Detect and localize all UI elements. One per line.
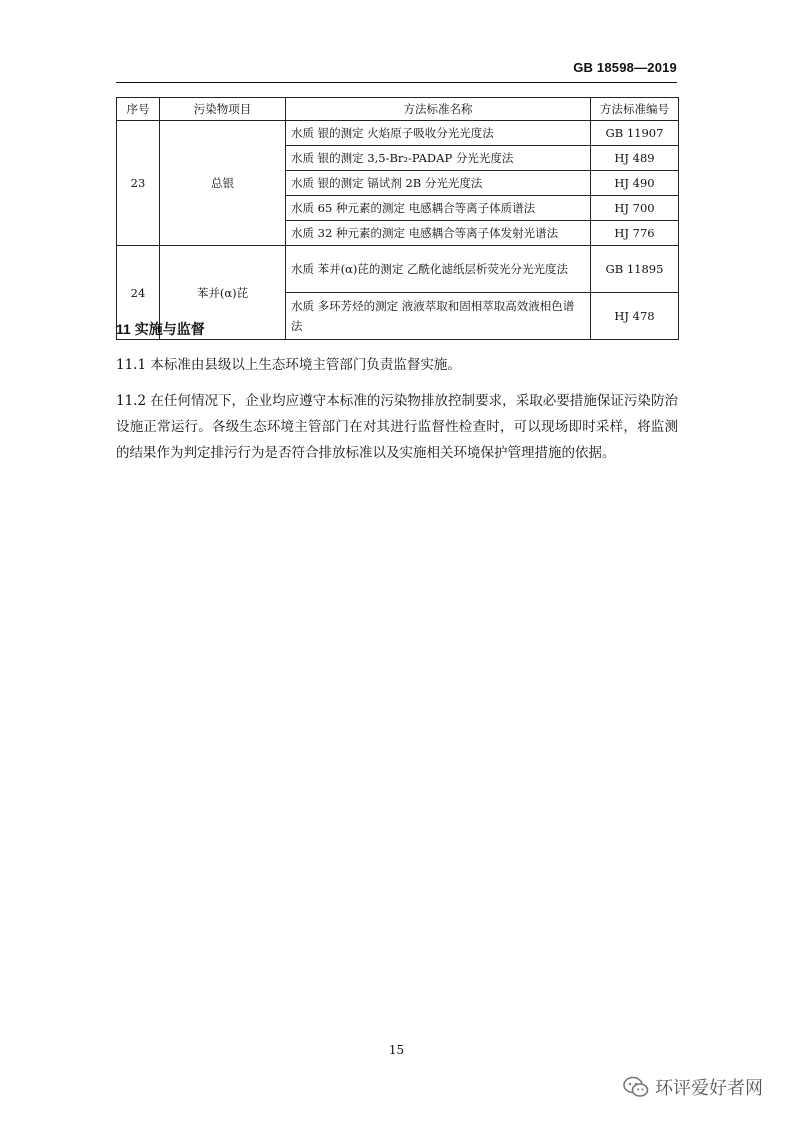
paragraph-11-2: 11.2 在任何情况下，企业均应遵守本标准的污染物排放控制要求，采取必要措施保证污染防治设施正常运行。各级生态环境主管部门在对其进行监督性检查时，可以现场即时采样，将监测的结果作为判定排污行为是否符合排放标准以及实施相关环境保护管理措施的依据。 <box>116 393 678 461</box>
method-name: 水质 32 种元素的测定 电感耦合等离子体发射光谱法 <box>286 221 591 246</box>
watermark-text: 环评爱好者网 <box>655 1078 763 1099</box>
method-code: HJ 478 <box>591 293 679 340</box>
watermark <box>623 1074 763 1100</box>
method-code: HJ 489 <box>591 146 679 171</box>
paragraph-11-1: 11.1 本标准由县级以上生态环境主管部门负责监督实施。 <box>116 357 461 373</box>
method-code: GB 11895 <box>591 246 679 293</box>
row-number: 23 <box>117 121 160 246</box>
method-code: HJ 776 <box>591 221 679 246</box>
header-rule <box>116 82 677 83</box>
method-code: HJ 490 <box>591 171 679 196</box>
wechat-icon <box>623 1076 649 1098</box>
pollutant-name: 苯并(α)芘 <box>160 246 286 340</box>
methods-table <box>116 97 679 340</box>
document-code: GB 18598—2019 <box>573 60 677 75</box>
method-name: 水质 银的测定 镉试剂 2B 分光光度法 <box>286 171 591 196</box>
table-row <box>117 121 679 146</box>
row-number: 24 <box>117 246 160 340</box>
section-title: 11 实施与监督 <box>116 321 205 337</box>
method-name: 水质 多环芳烃的测定 液液萃取和固相萃取高效液相色谱法 <box>286 293 591 340</box>
table-header-row <box>117 98 679 121</box>
method-code: HJ 700 <box>591 196 679 221</box>
method-code: GB 11907 <box>591 121 679 146</box>
page-number: 15 <box>388 1043 405 1057</box>
pollutant-name: 总银 <box>160 121 286 246</box>
method-name: 水质 苯并(α)芘的测定 乙酰化滤纸层析荧光分光光度法 <box>286 246 591 293</box>
table-row <box>117 246 679 293</box>
column-header-no: 序号 <box>117 98 160 121</box>
method-name: 水质 银的测定 火焰原子吸收分光光度法 <box>286 121 591 146</box>
column-header-method-name: 方法标准名称 <box>286 98 591 121</box>
method-name: 水质 银的测定 3,5-Br₂-PADAP 分光光度法 <box>286 146 591 171</box>
column-header-method-code: 方法标准编号 <box>591 98 679 121</box>
method-name: 水质 65 种元素的测定 电感耦合等离子体质谱法 <box>286 196 591 221</box>
column-header-pollutant: 污染物项目 <box>160 98 286 121</box>
